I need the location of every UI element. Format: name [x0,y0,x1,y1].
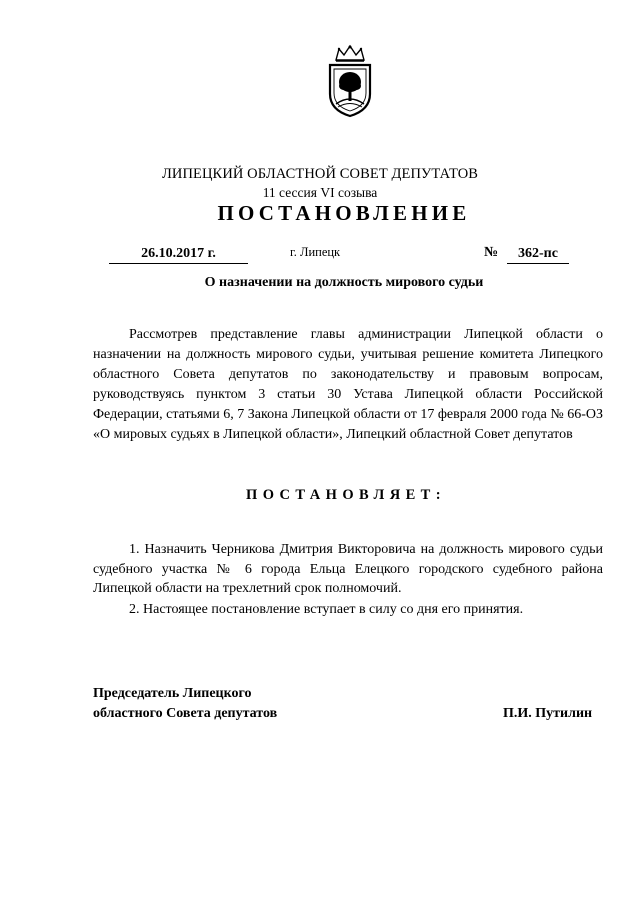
signer-name: П.И. Путилин [503,706,593,721]
document-subject: О назначении на должность мирового судьи [204,275,484,290]
coat-of-arms-icon [322,44,378,118]
document-number: 362-пс [507,246,569,264]
session-info: 11 сессия VI созыва [262,185,378,200]
number-sign: № [484,245,499,260]
document-date: 26.10.2017 г. [109,246,248,264]
resolves-heading: ПОСТАНОВЛЯЕТ: [246,487,446,503]
signer-title-line-1: Председатель Липецкого [93,686,252,701]
resolution-item-1: 1. Назначить Черникова Дмитрия Викторовича на должность мирового судьи судебного участка № 6 города Ельца Елецкого городского судебного района Липецкой области на трехлетний срок полномочий. [93,542,603,596]
document-city: г. Липецк [290,245,341,259]
signer-title [93,684,277,724]
signer-title-line-2: областного Совета депутатов [93,706,278,721]
document-type: ПОСТАНОВЛЕНИЕ [217,201,471,225]
resolution-item-2: 2. Настоящее постановление вступает в силу со дня его принятия. [129,602,524,617]
preamble-paragraph: Рассмотрев представление главы администрации Липецкой области о назначении на должность мирового судьи, учитывая решение комитета Липецкого областного Совета депутатов по законодательству и правовым вопросам, руководствуясь пунктом 3 статьи 30 Устава Липецкой области Российской Федерации, статьями 6, 7 Закона Липецкой области от 17 февраля 2000 года № 66-ОЗ «О мировых судьях в Липецкой области», Липецкий областной Совет депутатов [93,327,603,442]
council-name: ЛИПЕЦКИЙ ОБЛАСТНОЙ СОВЕТ ДЕПУТАТОВ [161,166,479,182]
